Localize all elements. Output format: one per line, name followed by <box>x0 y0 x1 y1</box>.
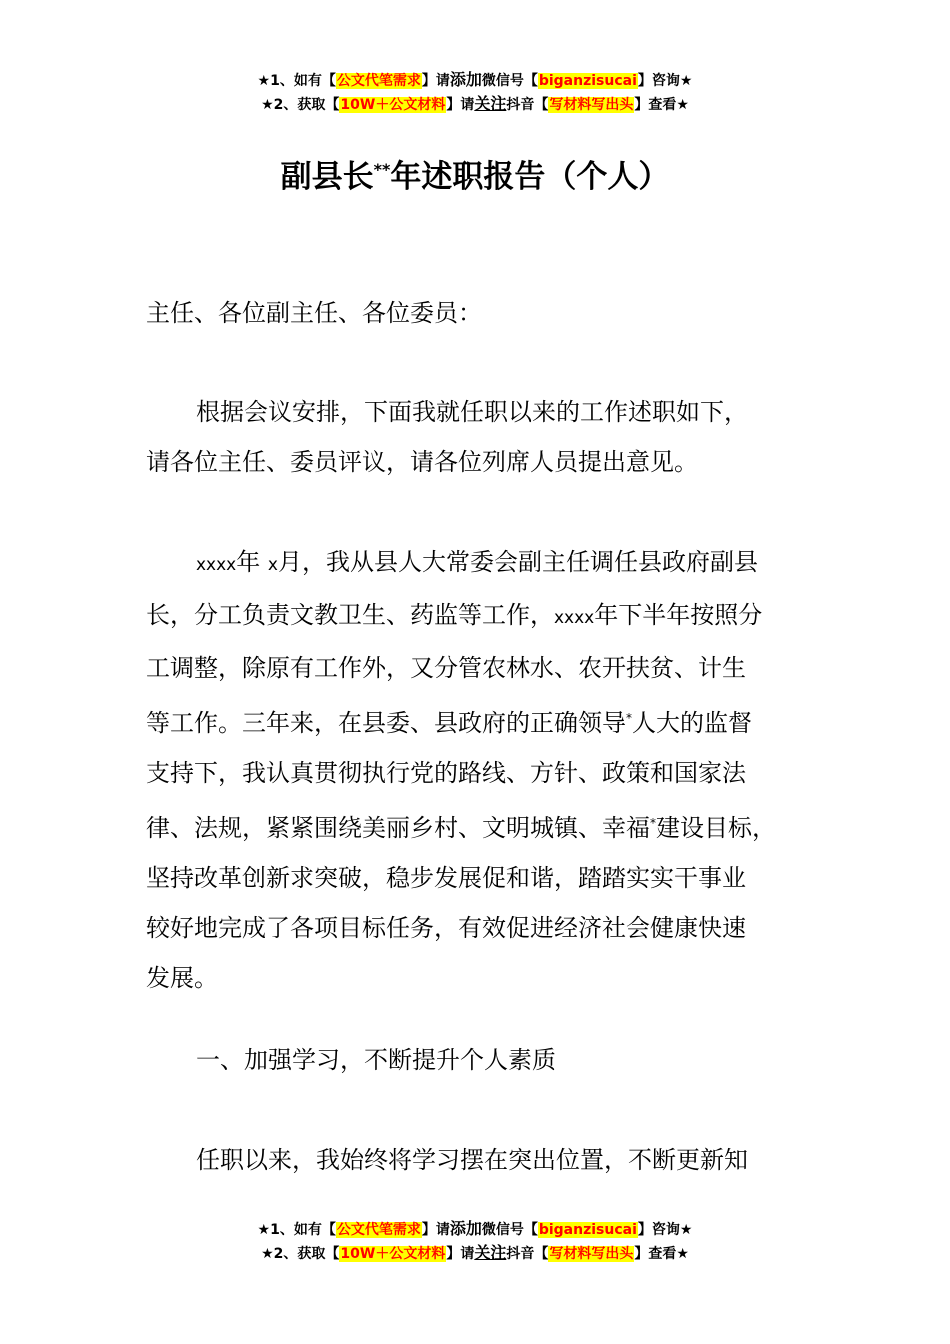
highlight-douyin: 写材料写出头 <box>549 1246 634 1262</box>
highlight-materials: 10W＋公文材料 <box>340 97 446 113</box>
bottom-banner <box>0 1217 950 1265</box>
paragraph-line <box>146 798 836 853</box>
banner-text: ★2、获取【 <box>261 97 340 113</box>
banner-emph: 添加 <box>449 1219 482 1238</box>
banner-emph: 添加 <box>449 70 482 89</box>
paragraph-background <box>146 537 836 1003</box>
paragraph <box>146 537 836 1003</box>
paragraph-line: 发展。 <box>146 964 218 992</box>
paragraph-intro <box>146 387 836 487</box>
highlight-douyin: 写材料写出头 <box>549 97 634 113</box>
banner-emph: 关注 <box>474 1243 507 1262</box>
title-stars: ** <box>373 160 391 179</box>
paragraph <box>146 1035 836 1085</box>
text-run: x <box>267 555 278 575</box>
paragraph-line: 支持下，我认真贯彻执行党的路线、方针、政策和国家法 <box>146 759 746 787</box>
document-title <box>0 148 950 199</box>
paragraph-line: 请各位主任、委员评议，请各位列席人员提出意见。 <box>146 448 698 476</box>
paragraph-study <box>146 1135 836 1185</box>
banner-text: 】查看★ <box>634 97 689 113</box>
paragraph-line: 根据会议安排，下面我就任职以来的工作述职如下， <box>196 398 748 426</box>
banner-text: 】请 <box>421 73 450 89</box>
title-text: 副县长 <box>280 159 374 195</box>
text-run: * <box>650 816 656 830</box>
title-text: 年述职报告（个人） <box>390 159 670 195</box>
highlight-service: 公文代笔需求 <box>336 73 421 89</box>
paragraph-line <box>146 537 836 590</box>
text-run: xxxx <box>196 555 237 575</box>
banner-text: 】查看★ <box>634 1246 689 1262</box>
banner-text: 】咨询★ <box>637 1222 693 1238</box>
text-run: 月，我从县人大常委会副主任调任县政府副县 <box>277 548 758 576</box>
banner-text: ★1、如有【 <box>257 73 336 89</box>
text-run: * <box>626 711 632 725</box>
banner-line-2 <box>0 1241 950 1265</box>
banner-emph: 关注 <box>474 94 507 113</box>
text-run: 等工作。三年来，在县委、县政府的正确领导 <box>146 709 626 737</box>
banner-line-1 <box>0 1217 950 1241</box>
heading-text: 一、加强学习，不断提升个人素质 <box>196 1046 556 1074</box>
text-run: xxxx <box>554 608 595 628</box>
banner-text: 】咨询★ <box>637 73 693 89</box>
banner-text: 微信号【 <box>481 73 538 89</box>
paragraph <box>146 387 836 487</box>
banner-text: 】请 <box>421 1222 450 1238</box>
highlight-wechat: biganzisucai <box>538 73 637 89</box>
banner-text: ★1、如有【 <box>257 1222 336 1238</box>
text-run: 建设目标， <box>656 814 776 842</box>
text-run: 年 <box>236 548 261 576</box>
section-heading <box>146 1035 836 1085</box>
text-run: 律、法规，紧紧围绕美丽乡村、文明城镇、幸福 <box>146 814 650 842</box>
paragraph-line: 较好地完成了各项目标任务，有效促进经济社会健康快速 <box>146 914 746 942</box>
highlight-wechat: biganzisucai <box>538 1222 637 1238</box>
banner-line-1 <box>0 68 950 92</box>
banner-text: 抖音【 <box>506 1246 549 1262</box>
text-run: 年下半年按照分 <box>594 601 763 629</box>
text-run: 人大的监督 <box>632 709 752 737</box>
banner-text: ★2、获取【 <box>261 1246 340 1262</box>
salutation-text: 主任、各位副主任、各位委员： <box>146 299 482 327</box>
banner-text: 抖音【 <box>506 97 549 113</box>
paragraph-line: 工调整，除原有工作外，又分管农林水、农开扶贫、计生 <box>146 654 746 682</box>
text-run: 长，分工负责文教卫生、药监等工作， <box>146 601 554 629</box>
paragraph-line <box>146 590 836 643</box>
paragraph <box>146 1135 836 1185</box>
highlight-service: 公文代笔需求 <box>336 1222 421 1238</box>
salutation <box>146 288 836 338</box>
banner-text: 】请 <box>446 97 475 113</box>
banner-text: 】请 <box>446 1246 475 1262</box>
paragraph-line <box>146 693 836 748</box>
paragraph-line: 任职以来，我始终将学习摆在突出位置，不断更新知 <box>196 1146 748 1174</box>
banner-line-2 <box>0 92 950 116</box>
paragraph-line: 坚持改革创新求突破，稳步发展促和谐，踏踏实实干事业 <box>146 864 746 892</box>
banner-text: 微信号【 <box>481 1222 538 1238</box>
highlight-materials: 10W＋公文材料 <box>340 1246 446 1262</box>
top-banner <box>0 68 950 116</box>
